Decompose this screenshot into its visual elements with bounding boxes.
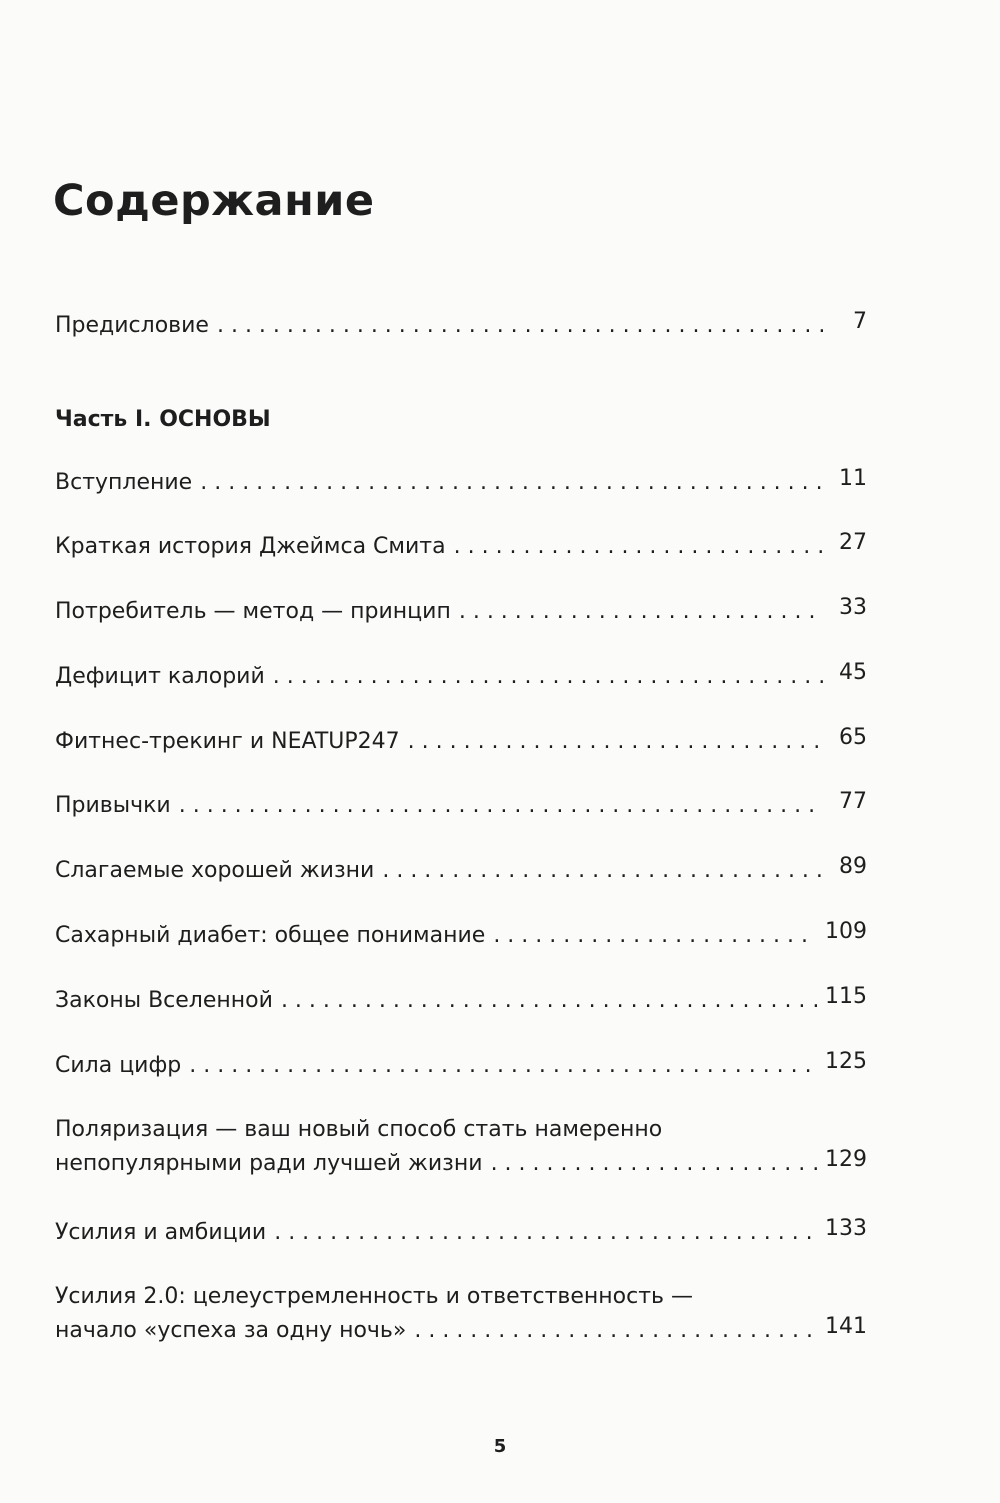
dot-leader xyxy=(459,595,823,629)
toc-entry-preface xyxy=(55,309,867,343)
toc-page-number: 141 xyxy=(825,1314,867,1339)
toc-entry-title: Сила цифр xyxy=(55,1053,182,1078)
toc-page-number: 7 xyxy=(853,309,867,334)
toc-page-number: 115 xyxy=(825,984,867,1009)
toc-page-number: 77 xyxy=(839,789,867,814)
toc-page-number: 11 xyxy=(839,466,867,491)
toc-entry xyxy=(55,854,867,888)
toc-entry xyxy=(55,1216,867,1250)
toc-entry-title: Сахарный диабет: общее понимание xyxy=(55,923,486,948)
toc-entry xyxy=(55,1280,867,1348)
toc-entry xyxy=(55,1049,867,1083)
dot-leader xyxy=(200,466,823,500)
toc-entry-title: начало «успеха за одну ночь» xyxy=(55,1318,407,1343)
toc-entry-title: Привычки xyxy=(55,793,171,818)
toc-entry-title: Законы Вселенной xyxy=(55,988,273,1013)
toc-page-number: 109 xyxy=(825,919,867,944)
toc-entry xyxy=(55,984,867,1018)
toc-entry xyxy=(55,789,867,823)
dot-leader xyxy=(179,789,823,823)
toc-entry-title: Фитнес-трекинг и NEATUP247 xyxy=(55,729,400,754)
toc-entry-title-line1: Усилия 2.0: целеустремленность и ответственность — xyxy=(55,1284,693,1309)
dot-leader xyxy=(281,984,817,1018)
toc-page-number: 27 xyxy=(839,530,867,555)
toc-entry xyxy=(55,660,867,694)
toc-entry xyxy=(55,1113,867,1181)
dot-leader xyxy=(414,1314,817,1348)
toc-entry-title: Потребитель — метод — принцип xyxy=(55,599,451,624)
dot-leader xyxy=(217,309,823,343)
page-title: Содержание xyxy=(53,176,375,226)
dot-leader xyxy=(408,725,823,759)
toc-entry xyxy=(55,466,867,500)
toc-page-number: 89 xyxy=(839,854,867,879)
toc-page-number: 33 xyxy=(839,595,867,620)
toc-entry-title: Предисловие xyxy=(55,313,209,338)
dot-leader xyxy=(491,1147,817,1181)
toc-page-number: 125 xyxy=(825,1049,867,1074)
toc-entry-title-line1: Поляризация — ваш новый способ стать намеренно xyxy=(55,1117,663,1142)
toc-entry-title: Краткая история Джеймса Смита xyxy=(55,534,446,559)
toc-entry-title: Слагаемые хорошей жизни xyxy=(55,858,375,883)
toc-entry-title: Дефицит калорий xyxy=(55,664,265,689)
page-number: 5 xyxy=(493,1436,507,1457)
dot-leader xyxy=(273,660,823,694)
dot-leader xyxy=(382,854,823,888)
toc-entry xyxy=(55,725,867,759)
dot-leader xyxy=(189,1049,817,1083)
dot-leader xyxy=(454,530,823,564)
dot-leader xyxy=(493,919,817,953)
toc-entry-title: Усилия и амбиции xyxy=(55,1220,267,1245)
toc-entry xyxy=(55,530,867,564)
part-heading: Часть I. ОСНОВЫ xyxy=(55,407,271,432)
toc-page-number: 133 xyxy=(825,1216,867,1241)
toc-page-number: 45 xyxy=(839,660,867,685)
dot-leader xyxy=(274,1216,817,1250)
toc-entry-title: непопулярными ради лучшей жизни xyxy=(55,1151,483,1176)
toc-entry-title: Вступление xyxy=(55,470,193,495)
toc-entry xyxy=(55,595,867,629)
toc-entry xyxy=(55,919,867,953)
toc-page-number: 65 xyxy=(839,725,867,750)
toc-page-number: 129 xyxy=(825,1147,867,1172)
